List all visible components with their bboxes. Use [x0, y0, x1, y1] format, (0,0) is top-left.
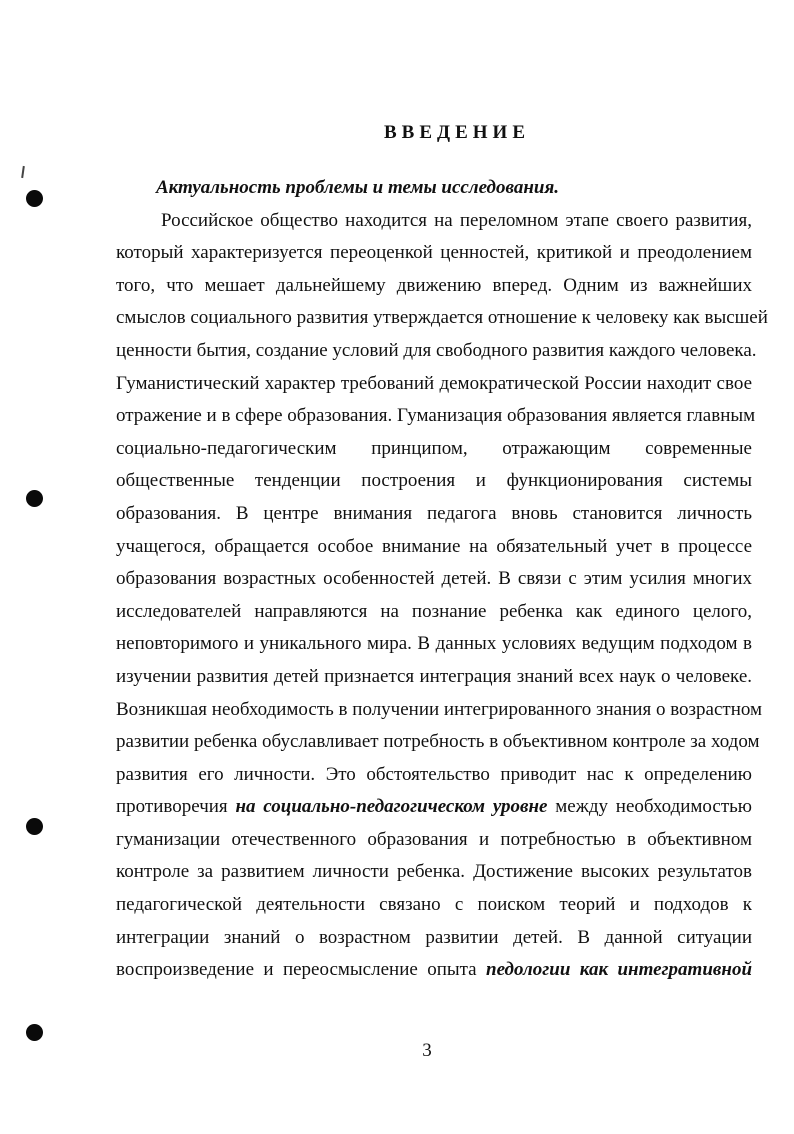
text-line: социально-педагогическим принципом, отражающим современные: [116, 437, 752, 459]
text-line: Возникшая необходимость в получении интегрированного знания о возрастном: [116, 698, 763, 720]
text-line: неповторимого и уникального мира. В данных условиях ведущим подходом в: [116, 633, 752, 655]
text-line: развития его личности. Это обстоятельство приводит нас к определению: [116, 763, 752, 785]
text-line: смыслов социального развития утверждается отношение к человеку как высшей: [116, 307, 768, 329]
text-line: образования. В центре внимания педагога вновь становится личность: [116, 502, 752, 524]
text-fragment: противоречия: [116, 796, 228, 818]
binder-hole: [26, 490, 43, 507]
text-line: интеграции знаний о возрастном развитии детей. В данной ситуации: [116, 926, 752, 948]
emphasis-text: педологии как интегративной: [486, 959, 753, 981]
page-title: ВВЕДЕНИЕ: [384, 122, 530, 143]
text-line: изучении развития детей признается интеграция знаний всех наук о человеке.: [116, 665, 752, 687]
text-line: развитии ребенка обуславливает потребность в объективном контроле за ходом: [116, 731, 760, 753]
text-line: Российское общество находится на переломном этапе своего развития,: [161, 209, 752, 231]
text-line: контроле за развитием личности ребенка. Достижение высоких результатов: [116, 861, 752, 883]
text-line: образования возрастных особенностей детей. В связи с этим усилия многих: [116, 568, 752, 590]
scan-mark: [21, 166, 25, 178]
text-line: отражение и в сфере образования. Гуманизация образования является главным: [116, 405, 756, 427]
binder-hole: [26, 1024, 43, 1041]
text-fragment: между необходимостью: [555, 796, 753, 818]
text-line: гуманизации отечественного образования и потребностью в объективном: [116, 828, 752, 850]
text-line: общественные тенденции построения и функционирования системы: [116, 470, 752, 492]
text-line: который характеризуется переоценкой ценностей, критикой и преодолением: [116, 242, 752, 264]
text-line-with-emphasis: [116, 954, 752, 987]
text-line: педагогической деятельности связано с поиском теорий и подходов к: [116, 894, 752, 916]
text-line: Гуманистический характер требований демократической России находит свое: [116, 372, 752, 394]
binder-hole: [26, 190, 43, 207]
binder-hole: [26, 818, 43, 835]
text-line-with-emphasis: [116, 791, 752, 824]
text-line: исследователей направляются на познание ребенка как единого целого,: [116, 600, 752, 622]
emphasis-text: на социально-педагогическом уровне: [235, 796, 548, 818]
text-line: учащегося, обращается особое внимание на обязательный учет в процессе: [116, 535, 752, 557]
page-number: 3: [422, 1040, 432, 1061]
body-text: [116, 172, 768, 987]
section-heading: Актуальность проблемы и темы исследования.: [156, 177, 559, 198]
text-line: того, что мешает дальнейшему движению вперед. Одним из важнейших: [116, 274, 752, 296]
text-fragment: воспроизведение и переосмысление опыта: [116, 959, 477, 981]
text-line: ценности бытия, создание условий для свободного развития каждого человека.: [116, 339, 757, 361]
